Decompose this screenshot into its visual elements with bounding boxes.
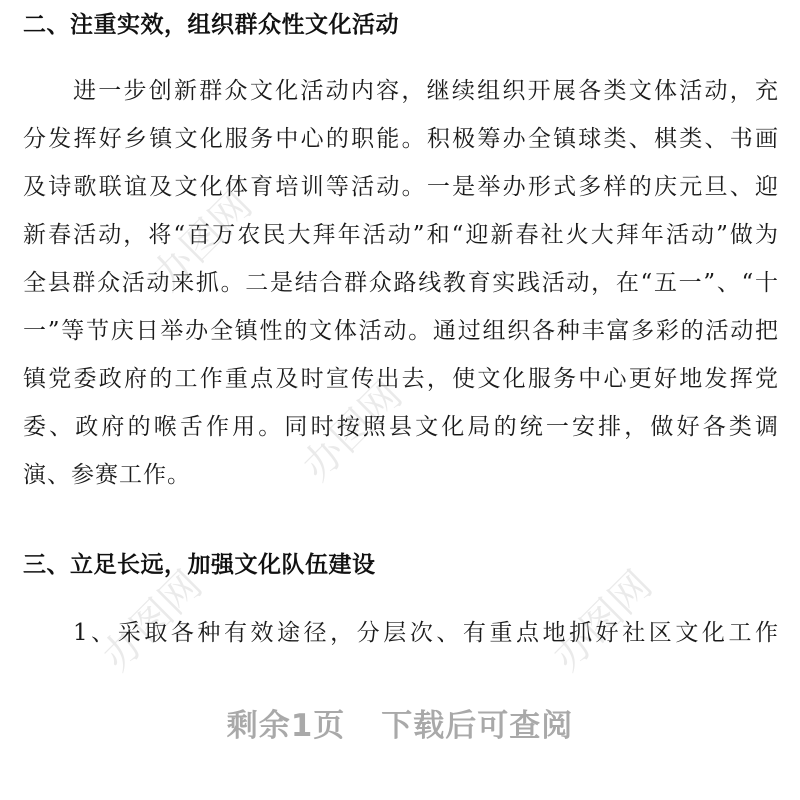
- paragraph-line: 委、政府的喉舌作用。同时按照县文化局的统一安排，做好各类调: [23, 414, 779, 440]
- paragraph-line: 镇党委政府的工作重点及时宣传出去，使文化服务中心更好地发挥党: [23, 366, 779, 392]
- download-prompt[interactable]: [0, 700, 800, 745]
- paragraph-line: 演、参赛工作。: [23, 462, 191, 488]
- watermark: 办图网: [93, 562, 212, 680]
- section-2-heading: 二、注重实效，组织群众性文化活动: [23, 12, 399, 38]
- watermark: 办图网: [143, 182, 262, 300]
- paragraph-line: 及诗歌联谊及文化体育培训等活动。一是举办形式多样的庆元旦、迎: [23, 174, 779, 200]
- paragraph-line: 一”等节庆日举办全镇性的文体活动。通过组织各种丰富多彩的活动把: [23, 318, 779, 344]
- paragraph-line: 全县群众活动来抓。二是结合群众路线教育实践活动，在“五一”、“十: [23, 270, 779, 296]
- paragraph-line: 分发挥好乡镇文化服务中心的职能。积极筹办全镇球类、棋类、书画: [23, 126, 779, 152]
- section-3-heading: 三、立足长远，加强文化队伍建设: [23, 552, 376, 578]
- paragraph-line: 进一步创新群众文化活动内容，继续组织开展各类文体活动，充: [73, 78, 779, 104]
- paragraph-line: 新春活动，将“百万农民大拜年活动”和“迎新春社火大拜年活动”做为: [23, 222, 779, 248]
- download-to-view-label: 下载后可查阅: [381, 708, 574, 744]
- watermark: 办图网: [293, 372, 412, 490]
- paragraph-line: 1、采取各种有效途径，分层次、有重点地抓好社区文化工作: [73, 620, 779, 646]
- watermark: 办图网: [543, 562, 662, 680]
- remaining-pages-label: 剩余1页: [226, 708, 346, 744]
